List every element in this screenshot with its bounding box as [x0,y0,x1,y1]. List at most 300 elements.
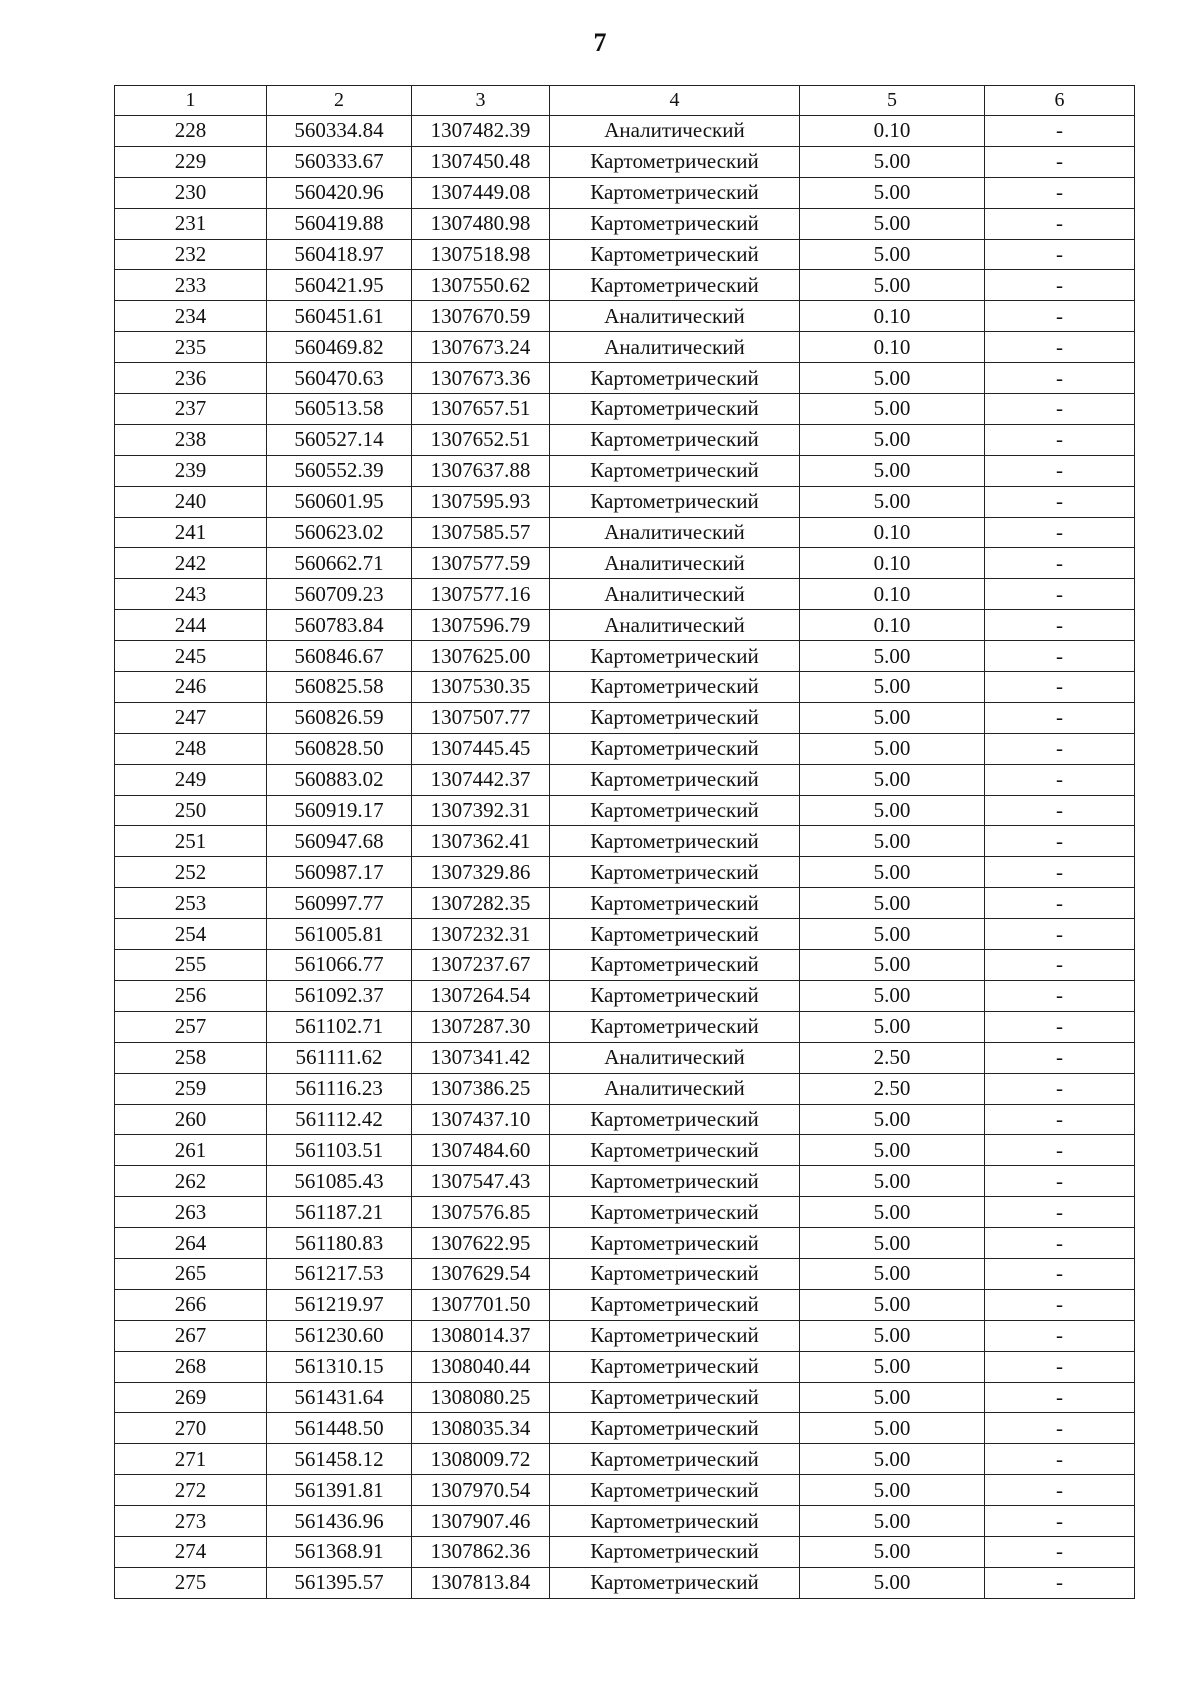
table-cell: - [985,1104,1135,1135]
table-cell: - [985,1567,1135,1598]
table-cell: 560709.23 [267,579,412,610]
table-cell: 256 [115,980,267,1011]
table-cell: 560846.67 [267,641,412,672]
table-cell: 561066.77 [267,950,412,981]
table-cell: 5.00 [800,1320,985,1351]
table-cell: 231 [115,208,267,239]
table-row [115,764,1135,795]
table-cell: - [985,610,1135,641]
table-cell: 5.00 [800,455,985,486]
table-cell: 1307264.54 [412,980,550,1011]
table-cell: Картометрический [550,1536,800,1567]
table-cell: 1307237.67 [412,950,550,981]
table-cell: - [985,208,1135,239]
table-cell: 5.00 [800,1258,985,1289]
table-row [115,1073,1135,1104]
table-cell: 0.10 [800,579,985,610]
table-cell: - [985,1506,1135,1537]
table-cell: - [985,239,1135,270]
table-cell: 560828.50 [267,733,412,764]
table-row [115,486,1135,517]
table-cell: Аналитический [550,116,800,147]
table-cell: 270 [115,1413,267,1444]
table-cell: 1307625.00 [412,641,550,672]
table-cell: - [985,116,1135,147]
table-cell: 1308014.37 [412,1320,550,1351]
table-row [115,888,1135,919]
table-row [115,733,1135,764]
table-cell: 275 [115,1567,267,1598]
table-cell: 560662.71 [267,548,412,579]
table-cell: - [985,270,1135,301]
table-cell: 5.00 [800,1135,985,1166]
table-cell: 5.00 [800,857,985,888]
table-cell: Картометрический [550,826,800,857]
table-cell: 236 [115,363,267,394]
table-row [115,795,1135,826]
table-cell: 561116.23 [267,1073,412,1104]
table-row [115,1444,1135,1475]
table-cell: Картометрический [550,1382,800,1413]
table-cell: 561219.97 [267,1289,412,1320]
table-cell: - [985,301,1135,332]
table-cell: 239 [115,455,267,486]
table-cell: 274 [115,1536,267,1567]
table-cell: 257 [115,1011,267,1042]
table-cell: 1307670.59 [412,301,550,332]
table-cell: 561391.81 [267,1475,412,1506]
table-cell: Аналитический [550,1042,800,1073]
table-row [115,1351,1135,1382]
table-cell: - [985,1042,1135,1073]
table-cell: 250 [115,795,267,826]
table-cell: 1307386.25 [412,1073,550,1104]
table-cell: Картометрический [550,239,800,270]
table-cell: - [985,146,1135,177]
table-row [115,1042,1135,1073]
table-cell: 1308080.25 [412,1382,550,1413]
table-cell: 0.10 [800,517,985,548]
page-number: 7 [593,28,607,57]
table-row [115,455,1135,486]
table-cell: - [985,1258,1135,1289]
table-cell: 1307445.45 [412,733,550,764]
table-cell: 244 [115,610,267,641]
table-cell: Аналитический [550,332,800,363]
table-cell: 5.00 [800,1413,985,1444]
table-cell: Картометрический [550,919,800,950]
table-cell: 1307450.48 [412,146,550,177]
table-cell: 560552.39 [267,455,412,486]
table-cell: Аналитический [550,610,800,641]
table-cell: 560420.96 [267,177,412,208]
table-cell: 5.00 [800,270,985,301]
table-cell: 1307577.16 [412,579,550,610]
table-cell: 238 [115,424,267,455]
table-cell: 561395.57 [267,1567,412,1598]
table-row [115,857,1135,888]
table-cell: - [985,888,1135,919]
table-cell: 5.00 [800,1197,985,1228]
table-cell: Картометрический [550,857,800,888]
table-cell: 560997.77 [267,888,412,919]
table-cell: - [985,702,1135,733]
header-cell: 1 [115,86,267,116]
table-row [115,301,1135,332]
table-cell: 5.00 [800,1289,985,1320]
table-cell: 254 [115,919,267,950]
table-cell: 228 [115,116,267,147]
table-cell: 247 [115,702,267,733]
table-cell: Картометрический [550,146,800,177]
table-row [115,177,1135,208]
table-cell: 1307547.43 [412,1166,550,1197]
table-cell: - [985,517,1135,548]
table-cell: 260 [115,1104,267,1135]
table-cell: 1308040.44 [412,1351,550,1382]
table-cell: 2.50 [800,1073,985,1104]
table-cell: 5.00 [800,1536,985,1567]
table-cell: 269 [115,1382,267,1413]
table-cell: 1307701.50 [412,1289,550,1320]
table-cell: Картометрический [550,455,800,486]
table-cell: 560418.97 [267,239,412,270]
table-cell: 5.00 [800,1166,985,1197]
table-cell: 1308035.34 [412,1413,550,1444]
table-cell: - [985,579,1135,610]
table-row [115,1475,1135,1506]
table-cell: 1307437.10 [412,1104,550,1135]
table-row [115,1536,1135,1567]
table-cell: 1307652.51 [412,424,550,455]
header-cell: 6 [985,86,1135,116]
table-cell: - [985,1166,1135,1197]
table-cell: 5.00 [800,177,985,208]
table-cell: 273 [115,1506,267,1537]
table-cell: Картометрический [550,888,800,919]
table-cell: 5.00 [800,764,985,795]
table-cell: 249 [115,764,267,795]
table-cell: Картометрический [550,1506,800,1537]
table-cell: Аналитический [550,548,800,579]
table-row [115,1104,1135,1135]
table-cell: 561458.12 [267,1444,412,1475]
table-row [115,363,1135,394]
table-cell: Картометрический [550,177,800,208]
table-cell: 5.00 [800,486,985,517]
table-cell: 266 [115,1289,267,1320]
table-cell: 5.00 [800,1228,985,1259]
table-cell: 271 [115,1444,267,1475]
table-cell: 5.00 [800,1351,985,1382]
table-row [115,1567,1135,1598]
table-cell: - [985,826,1135,857]
table-cell: 248 [115,733,267,764]
table-row [115,517,1135,548]
table-cell: 5.00 [800,363,985,394]
table-cell: 1307550.62 [412,270,550,301]
table-cell: Картометрический [550,363,800,394]
table-cell: Картометрический [550,950,800,981]
table-cell: - [985,455,1135,486]
table-cell: - [985,1444,1135,1475]
table-cell: 240 [115,486,267,517]
table-row [115,610,1135,641]
table-cell: 1307673.24 [412,332,550,363]
table-cell: 561368.91 [267,1536,412,1567]
table-row [115,702,1135,733]
table-cell: 1307657.51 [412,394,550,425]
table-cell: 5.00 [800,826,985,857]
table-cell: 252 [115,857,267,888]
table-cell: 1307970.54 [412,1475,550,1506]
table-cell: 1307862.36 [412,1536,550,1567]
table-cell: - [985,548,1135,579]
table-cell: 1307576.85 [412,1197,550,1228]
table-cell: - [985,424,1135,455]
table-cell: 1308009.72 [412,1444,550,1475]
table-cell: 0.10 [800,116,985,147]
table-cell: 560783.84 [267,610,412,641]
table-cell: 5.00 [800,702,985,733]
table-cell: 2.50 [800,1042,985,1073]
table-cell: 561187.21 [267,1197,412,1228]
table-cell: 1307813.84 [412,1567,550,1598]
table-cell: 1307449.08 [412,177,550,208]
table-cell: 5.00 [800,919,985,950]
table-cell: 272 [115,1475,267,1506]
table-cell: Картометрический [550,1413,800,1444]
table-cell: Картометрический [550,764,800,795]
table-cell: 230 [115,177,267,208]
table-row [115,1506,1135,1537]
table-cell: 5.00 [800,672,985,703]
table-cell: Картометрический [550,1258,800,1289]
table-cell: Картометрический [550,672,800,703]
table-cell: - [985,795,1135,826]
table-cell: 264 [115,1228,267,1259]
table-cell: 1307232.31 [412,919,550,950]
table-cell: 560451.61 [267,301,412,332]
table-row [115,641,1135,672]
table-cell: 5.00 [800,1506,985,1537]
table-cell: - [985,1382,1135,1413]
table-cell: Картометрический [550,1475,800,1506]
table-row [115,579,1135,610]
table-cell: 560333.67 [267,146,412,177]
table-cell: 1307673.36 [412,363,550,394]
table-cell: Аналитический [550,1073,800,1104]
table-row [115,116,1135,147]
table-cell: 1307637.88 [412,455,550,486]
table-cell: 561005.81 [267,919,412,950]
table-cell: 560469.82 [267,332,412,363]
table-cell: - [985,1197,1135,1228]
table-cell: 5.00 [800,795,985,826]
table-cell: 561217.53 [267,1258,412,1289]
table-cell: 560947.68 [267,826,412,857]
table-cell: 560919.17 [267,795,412,826]
table-cell: 561092.37 [267,980,412,1011]
table-row [115,826,1135,857]
table-cell: 242 [115,548,267,579]
table-row [115,1166,1135,1197]
table-row [115,950,1135,981]
table-cell: 1307482.39 [412,116,550,147]
table-cell: 1307577.59 [412,548,550,579]
table-cell: - [985,641,1135,672]
table-cell: Картометрический [550,208,800,239]
table-cell: 560987.17 [267,857,412,888]
table-cell: 561103.51 [267,1135,412,1166]
table-cell: 5.00 [800,1567,985,1598]
table-header-row [115,86,1135,116]
coordinates-table [114,85,1135,1599]
table-cell: 259 [115,1073,267,1104]
table-cell: 1307480.98 [412,208,550,239]
table-cell: Картометрический [550,1320,800,1351]
table-cell: 1307518.98 [412,239,550,270]
table-cell: Картометрический [550,486,800,517]
table-row [115,1320,1135,1351]
table-cell: 258 [115,1042,267,1073]
table-cell: 1307507.77 [412,702,550,733]
table-cell: - [985,1011,1135,1042]
table-cell: Картометрический [550,795,800,826]
table-cell: 561085.43 [267,1166,412,1197]
table-cell: 5.00 [800,1475,985,1506]
table-cell: 261 [115,1135,267,1166]
table-cell: 232 [115,239,267,270]
table-cell: 1307907.46 [412,1506,550,1537]
table-cell: - [985,394,1135,425]
table-cell: 1307392.31 [412,795,550,826]
table-cell: - [985,1289,1135,1320]
table-cell: 0.10 [800,610,985,641]
table-cell: 5.00 [800,733,985,764]
table-row [115,1258,1135,1289]
table-cell: 235 [115,332,267,363]
table-cell: Картометрический [550,394,800,425]
table-row [115,919,1135,950]
table-cell: 560826.59 [267,702,412,733]
table-cell: - [985,1536,1135,1567]
table-cell: 241 [115,517,267,548]
table-row [115,1228,1135,1259]
table-cell: - [985,764,1135,795]
table-cell: - [985,486,1135,517]
table-cell: 5.00 [800,888,985,919]
table-cell: - [985,1475,1135,1506]
table-cell: 561230.60 [267,1320,412,1351]
table-cell: 1307341.42 [412,1042,550,1073]
table-cell: 561111.62 [267,1042,412,1073]
table-cell: 237 [115,394,267,425]
table-row [115,1413,1135,1444]
table-cell: 255 [115,950,267,981]
table-cell: 1307629.54 [412,1258,550,1289]
table-cell: Картометрический [550,1444,800,1475]
table-cell: 560601.95 [267,486,412,517]
table-cell: Картометрический [550,1104,800,1135]
table-cell: Картометрический [550,1351,800,1382]
table-cell: 1307329.86 [412,857,550,888]
table-cell: 561431.64 [267,1382,412,1413]
table-cell: Картометрический [550,641,800,672]
table-cell: 5.00 [800,424,985,455]
table-row [115,1289,1135,1320]
table-cell: 1307595.93 [412,486,550,517]
table-cell: 263 [115,1197,267,1228]
table-cell: 561448.50 [267,1413,412,1444]
table-cell: 560334.84 [267,116,412,147]
table-cell: Картометрический [550,1166,800,1197]
table-cell: 243 [115,579,267,610]
table-cell: 268 [115,1351,267,1382]
table-cell: - [985,733,1135,764]
table-cell: 560883.02 [267,764,412,795]
table-row [115,208,1135,239]
table-cell: - [985,919,1135,950]
table-cell: Картометрический [550,1135,800,1166]
table-row [115,424,1135,455]
table-cell: 1307287.30 [412,1011,550,1042]
table-cell: 561180.83 [267,1228,412,1259]
table-cell: 265 [115,1258,267,1289]
table-cell: 5.00 [800,1382,985,1413]
table-cell: Картометрический [550,702,800,733]
table-cell: 560470.63 [267,363,412,394]
table-cell: - [985,1135,1135,1166]
table-cell: - [985,332,1135,363]
table-cell: Аналитический [550,579,800,610]
table-row [115,672,1135,703]
table-cell: 5.00 [800,950,985,981]
table-cell: Картометрический [550,270,800,301]
header-cell: 5 [800,86,985,116]
table-row [115,1197,1135,1228]
table-cell: 5.00 [800,1011,985,1042]
header-cell: 2 [267,86,412,116]
table-cell: Картометрический [550,1289,800,1320]
table-cell: 229 [115,146,267,177]
table-cell: 5.00 [800,980,985,1011]
table-cell: 5.00 [800,146,985,177]
table-row [115,1011,1135,1042]
table-cell: 245 [115,641,267,672]
table-cell: 267 [115,1320,267,1351]
table-cell: 561112.42 [267,1104,412,1135]
table-cell: 560623.02 [267,517,412,548]
table-cell: 1307484.60 [412,1135,550,1166]
table-body [115,116,1135,1599]
table-cell: - [985,363,1135,394]
table-cell: 560513.58 [267,394,412,425]
table-cell: - [985,1228,1135,1259]
header-cell: 4 [550,86,800,116]
table-cell: 233 [115,270,267,301]
table-cell: 0.10 [800,548,985,579]
table-cell: 5.00 [800,239,985,270]
table-cell: Картометрический [550,1011,800,1042]
table-row [115,270,1135,301]
table-cell: 5.00 [800,641,985,672]
table-cell: - [985,950,1135,981]
table-cell: 5.00 [800,1104,985,1135]
table-cell: - [985,1073,1135,1104]
table-cell: 0.10 [800,301,985,332]
table-cell: - [985,177,1135,208]
